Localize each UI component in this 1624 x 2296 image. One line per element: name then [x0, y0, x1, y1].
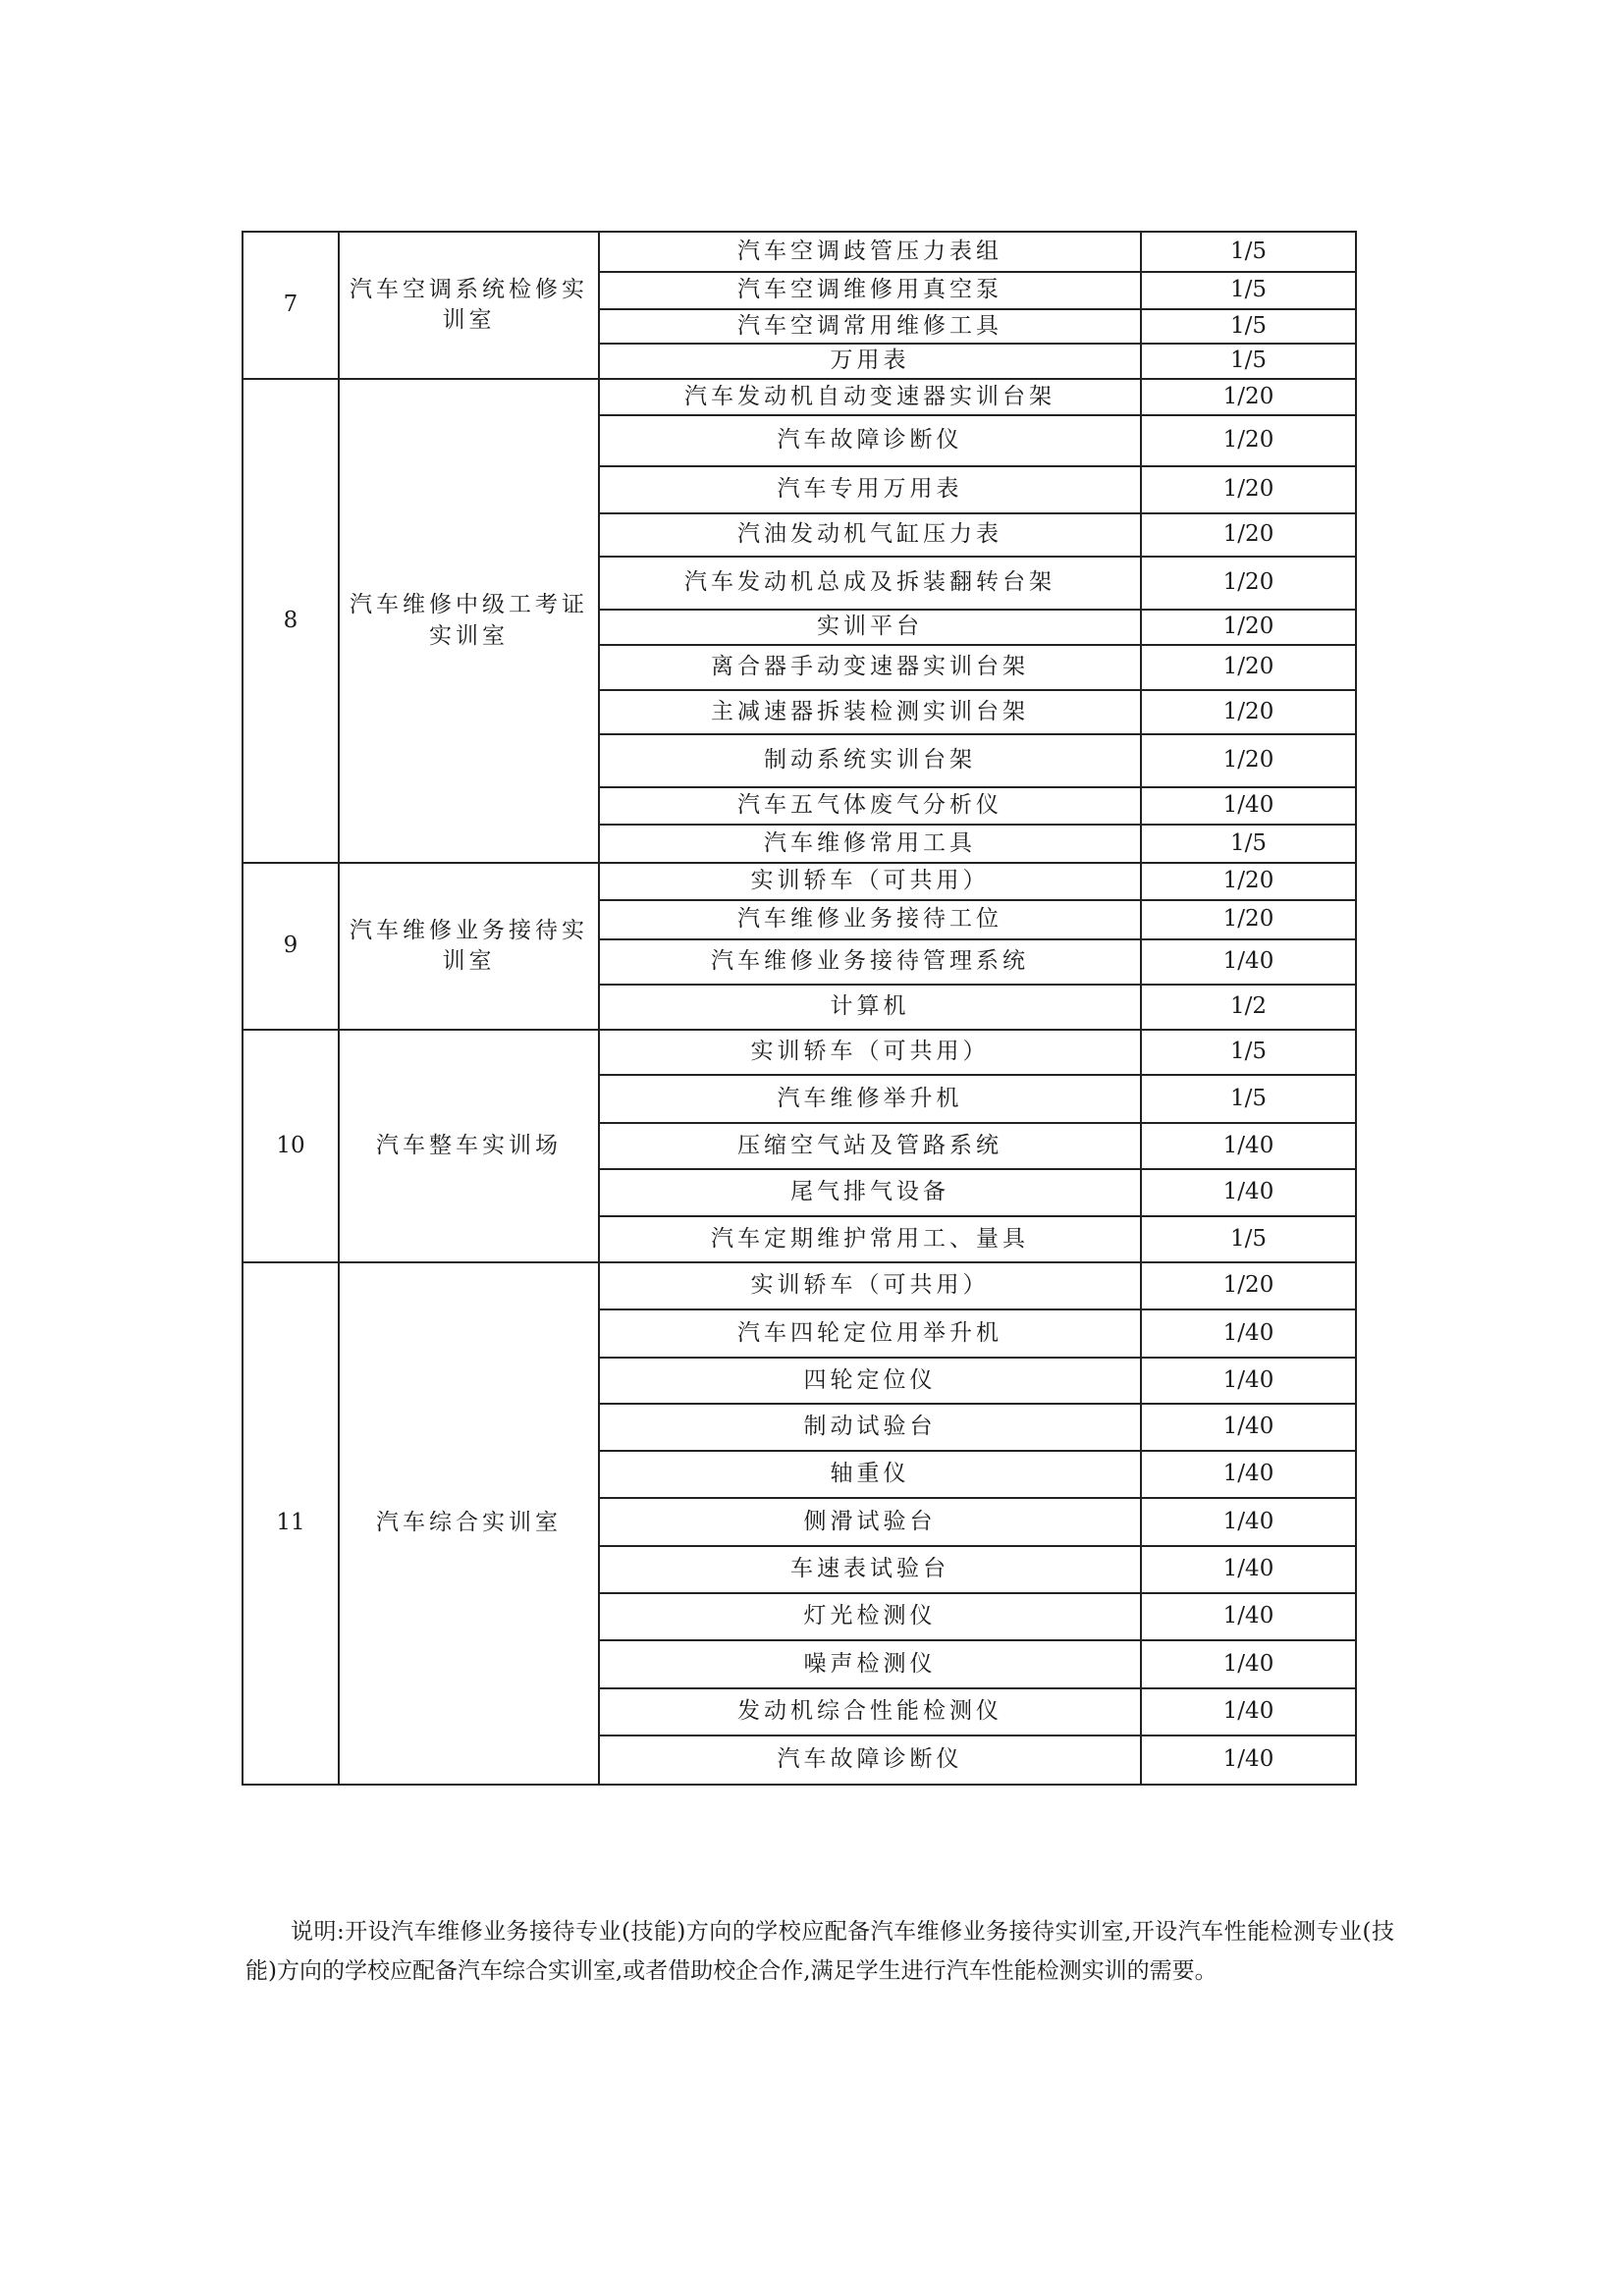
- equipment-ratio-cell: 1/5: [1141, 309, 1356, 344]
- equipment-name-cell: 侧滑试验台: [599, 1498, 1141, 1546]
- equipment-name-cell: 汽车故障诊断仪: [599, 415, 1141, 466]
- equipment-ratio-cell: 1/20: [1141, 734, 1356, 787]
- equipment-name-cell: 主减速器拆装检测实训台架: [599, 690, 1141, 734]
- equipment-name-cell: 汽车维修常用工具: [599, 825, 1141, 863]
- equipment-ratio-cell: 1/40: [1141, 1593, 1356, 1640]
- table-row: [243, 1030, 1356, 1075]
- equipment-name-cell: 车速表试验台: [599, 1546, 1141, 1593]
- equipment-name-cell: 尾气排气设备: [599, 1169, 1141, 1216]
- equipment-ratio-cell: 1/40: [1141, 1309, 1356, 1358]
- equipment-name-cell: 汽车故障诊断仪: [599, 1735, 1141, 1785]
- equipment-ratio-cell: 1/20: [1141, 379, 1356, 415]
- equipment-name-cell: 汽车发动机总成及拆装翻转台架: [599, 557, 1141, 610]
- equipment-ratio-cell: 1/20: [1141, 645, 1356, 690]
- equipment-ratio-cell: 1/5: [1141, 1075, 1356, 1123]
- equipment-name-cell: 压缩空气站及管路系统: [599, 1123, 1141, 1169]
- equipment-name-cell: 汽车维修业务接待管理系统: [599, 939, 1141, 985]
- equipment-ratio-cell: 1/20: [1141, 900, 1356, 939]
- room-name-cell: 汽车综合实训室: [339, 1262, 599, 1785]
- room-number-cell: 7: [243, 232, 339, 379]
- equipment-name-cell: 汽车五气体废气分析仪: [599, 787, 1141, 825]
- table-row: [243, 863, 1356, 900]
- equipment-name-cell: 实训轿车（可共用）: [599, 1030, 1141, 1075]
- equipment-name-cell: 实训轿车（可共用）: [599, 863, 1141, 900]
- table-row: [243, 1262, 1356, 1309]
- equipment-ratio-cell: 1/40: [1141, 1451, 1356, 1498]
- equipment-ratio-cell: 1/40: [1141, 1123, 1356, 1169]
- equipment-ratio-cell: 1/40: [1141, 1735, 1356, 1785]
- equipment-ratio-cell: 1/20: [1141, 863, 1356, 900]
- equipment-ratio-cell: 1/2: [1141, 985, 1356, 1030]
- equipment-ratio-cell: 1/40: [1141, 1498, 1356, 1546]
- equipment-ratio-cell: 1/20: [1141, 690, 1356, 734]
- equipment-ratio-cell: 1/40: [1141, 1404, 1356, 1451]
- room-name-cell: 汽车整车实训场: [339, 1030, 599, 1262]
- equipment-name-cell: 发动机综合性能检测仪: [599, 1688, 1141, 1735]
- equipment-name-cell: 汽车维修业务接待工位: [599, 900, 1141, 939]
- equipment-name-cell: 实训轿车（可共用）: [599, 1262, 1141, 1309]
- room-name-cell: 汽车维修中级工考证实训室: [339, 379, 599, 863]
- table-note: 说明:开设汽车维修业务接待专业(技能)方向的学校应配备汽车维修业务接待实训室,开设汽车性能检测专业(技能)方向的学校应配备汽车综合实训室,或者借助校企合作,满足学生进行汽车性能检测实训的需要。: [245, 1919, 1394, 1984]
- equipment-name-cell: 汽车维修举升机: [599, 1075, 1141, 1123]
- equipment-name-cell: 制动系统实训台架: [599, 734, 1141, 787]
- equipment-ratio-cell: 1/40: [1141, 1546, 1356, 1593]
- equipment-ratio-cell: 1/40: [1141, 787, 1356, 825]
- equipment-name-cell: 汽车空调常用维修工具: [599, 309, 1141, 344]
- equipment-name-cell: 万用表: [599, 344, 1141, 379]
- equipment-ratio-cell: 1/5: [1141, 344, 1356, 379]
- equipment-table: [242, 231, 1357, 1786]
- room-number-cell: 9: [243, 863, 339, 1030]
- equipment-ratio-cell: 1/20: [1141, 513, 1356, 557]
- equipment-ratio-cell: 1/20: [1141, 1262, 1356, 1309]
- equipment-name-cell: 离合器手动变速器实训台架: [599, 645, 1141, 690]
- equipment-name-cell: 汽车四轮定位用举升机: [599, 1309, 1141, 1358]
- equipment-name-cell: 灯光检测仪: [599, 1593, 1141, 1640]
- table-row: [243, 379, 1356, 415]
- equipment-name-cell: 四轮定位仪: [599, 1358, 1141, 1404]
- equipment-name-cell: 汽车定期维护常用工、量具: [599, 1216, 1141, 1262]
- room-number-cell: 10: [243, 1030, 339, 1262]
- equipment-name-cell: 噪声检测仪: [599, 1640, 1141, 1688]
- room-number-cell: 8: [243, 379, 339, 863]
- equipment-ratio-cell: 1/5: [1141, 1216, 1356, 1262]
- equipment-ratio-cell: 1/20: [1141, 466, 1356, 513]
- equipment-ratio-cell: 1/40: [1141, 1358, 1356, 1404]
- equipment-name-cell: 汽车空调歧管压力表组: [599, 232, 1141, 272]
- equipment-ratio-cell: 1/40: [1141, 1169, 1356, 1216]
- equipment-table-body: [243, 232, 1356, 1785]
- equipment-ratio-cell: 1/20: [1141, 610, 1356, 645]
- equipment-ratio-cell: 1/40: [1141, 1688, 1356, 1735]
- equipment-ratio-cell: 1/5: [1141, 232, 1356, 272]
- table-row: [243, 232, 1356, 272]
- equipment-ratio-cell: 1/5: [1141, 825, 1356, 863]
- equipment-name-cell: 制动试验台: [599, 1404, 1141, 1451]
- room-name-cell: 汽车维修业务接待实训室: [339, 863, 599, 1030]
- equipment-name-cell: 汽车发动机自动变速器实训台架: [599, 379, 1141, 415]
- equipment-name-cell: 实训平台: [599, 610, 1141, 645]
- equipment-ratio-cell: 1/5: [1141, 1030, 1356, 1075]
- equipment-name-cell: 轴重仪: [599, 1451, 1141, 1498]
- equipment-name-cell: 计算机: [599, 985, 1141, 1030]
- equipment-ratio-cell: 1/40: [1141, 1640, 1356, 1688]
- equipment-name-cell: 汽油发动机气缸压力表: [599, 513, 1141, 557]
- equipment-ratio-cell: 1/40: [1141, 939, 1356, 985]
- equipment-name-cell: 汽车空调维修用真空泵: [599, 272, 1141, 309]
- room-name-cell: 汽车空调系统检修实训室: [339, 232, 599, 379]
- equipment-ratio-cell: 1/5: [1141, 272, 1356, 309]
- equipment-name-cell: 汽车专用万用表: [599, 466, 1141, 513]
- room-number-cell: 11: [243, 1262, 339, 1785]
- equipment-ratio-cell: 1/20: [1141, 415, 1356, 466]
- equipment-ratio-cell: 1/20: [1141, 557, 1356, 610]
